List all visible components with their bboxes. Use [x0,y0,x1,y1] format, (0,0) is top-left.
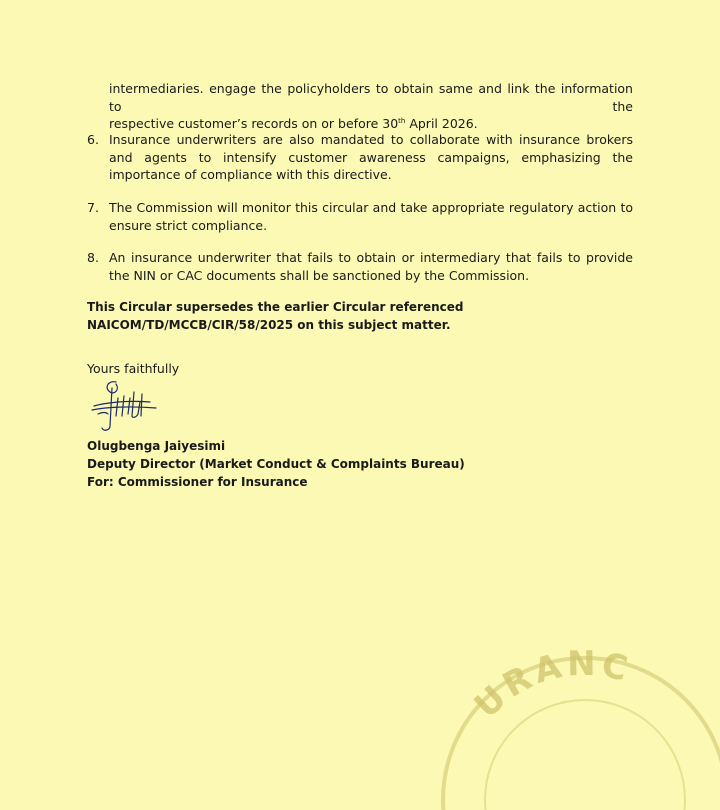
supersede-note: This Circular supersedes the earlier Circular referenced NAICOM/TD/MCCB/CIR/58/2025 on this subject matter. [87,300,464,332]
item-8-number: 8. [87,250,99,265]
item-6-number: 6. [87,132,99,147]
seal-text: URANC [466,650,636,727]
closing-line: Yours faithfully [87,361,180,376]
signature-image [86,376,166,436]
svg-text:URANC [467,650,635,726]
item-5-line-1: intermediaries. engage the policyholders to obtain same and link the information to the [109,81,633,114]
ordinal-suffix: th [398,117,406,125]
item-5-continuation [109,80,633,133]
item-8-text: An insurance underwriter that fails to obtain or intermediary that fails to provide the NIN or CAC documents shall be sanctioned by the Commission. [109,250,633,283]
signatory-for-line: For: Commissioner for Insurance [87,475,308,489]
signatory-name: Olugbenga Jaiyesimi [87,439,226,453]
item-7-text: The Commission will monitor this circular and take appropriate regulatory action to ensure strict compliance. [109,200,633,233]
item-7-number: 7. [87,200,99,215]
item-6-text: Insurance underwriters are also mandated to collaborate with insurance brokers and agents to intensify customer awareness campaigns, emphasizing the importance of compliance with this directive. [109,132,633,182]
commission-seal [420,650,720,810]
signatory-title: Deputy Director (Market Conduct & Complaints Bureau) [87,457,465,471]
item-5-line-2: respective customer’s records on or before 30th April 2026. [109,116,478,131]
